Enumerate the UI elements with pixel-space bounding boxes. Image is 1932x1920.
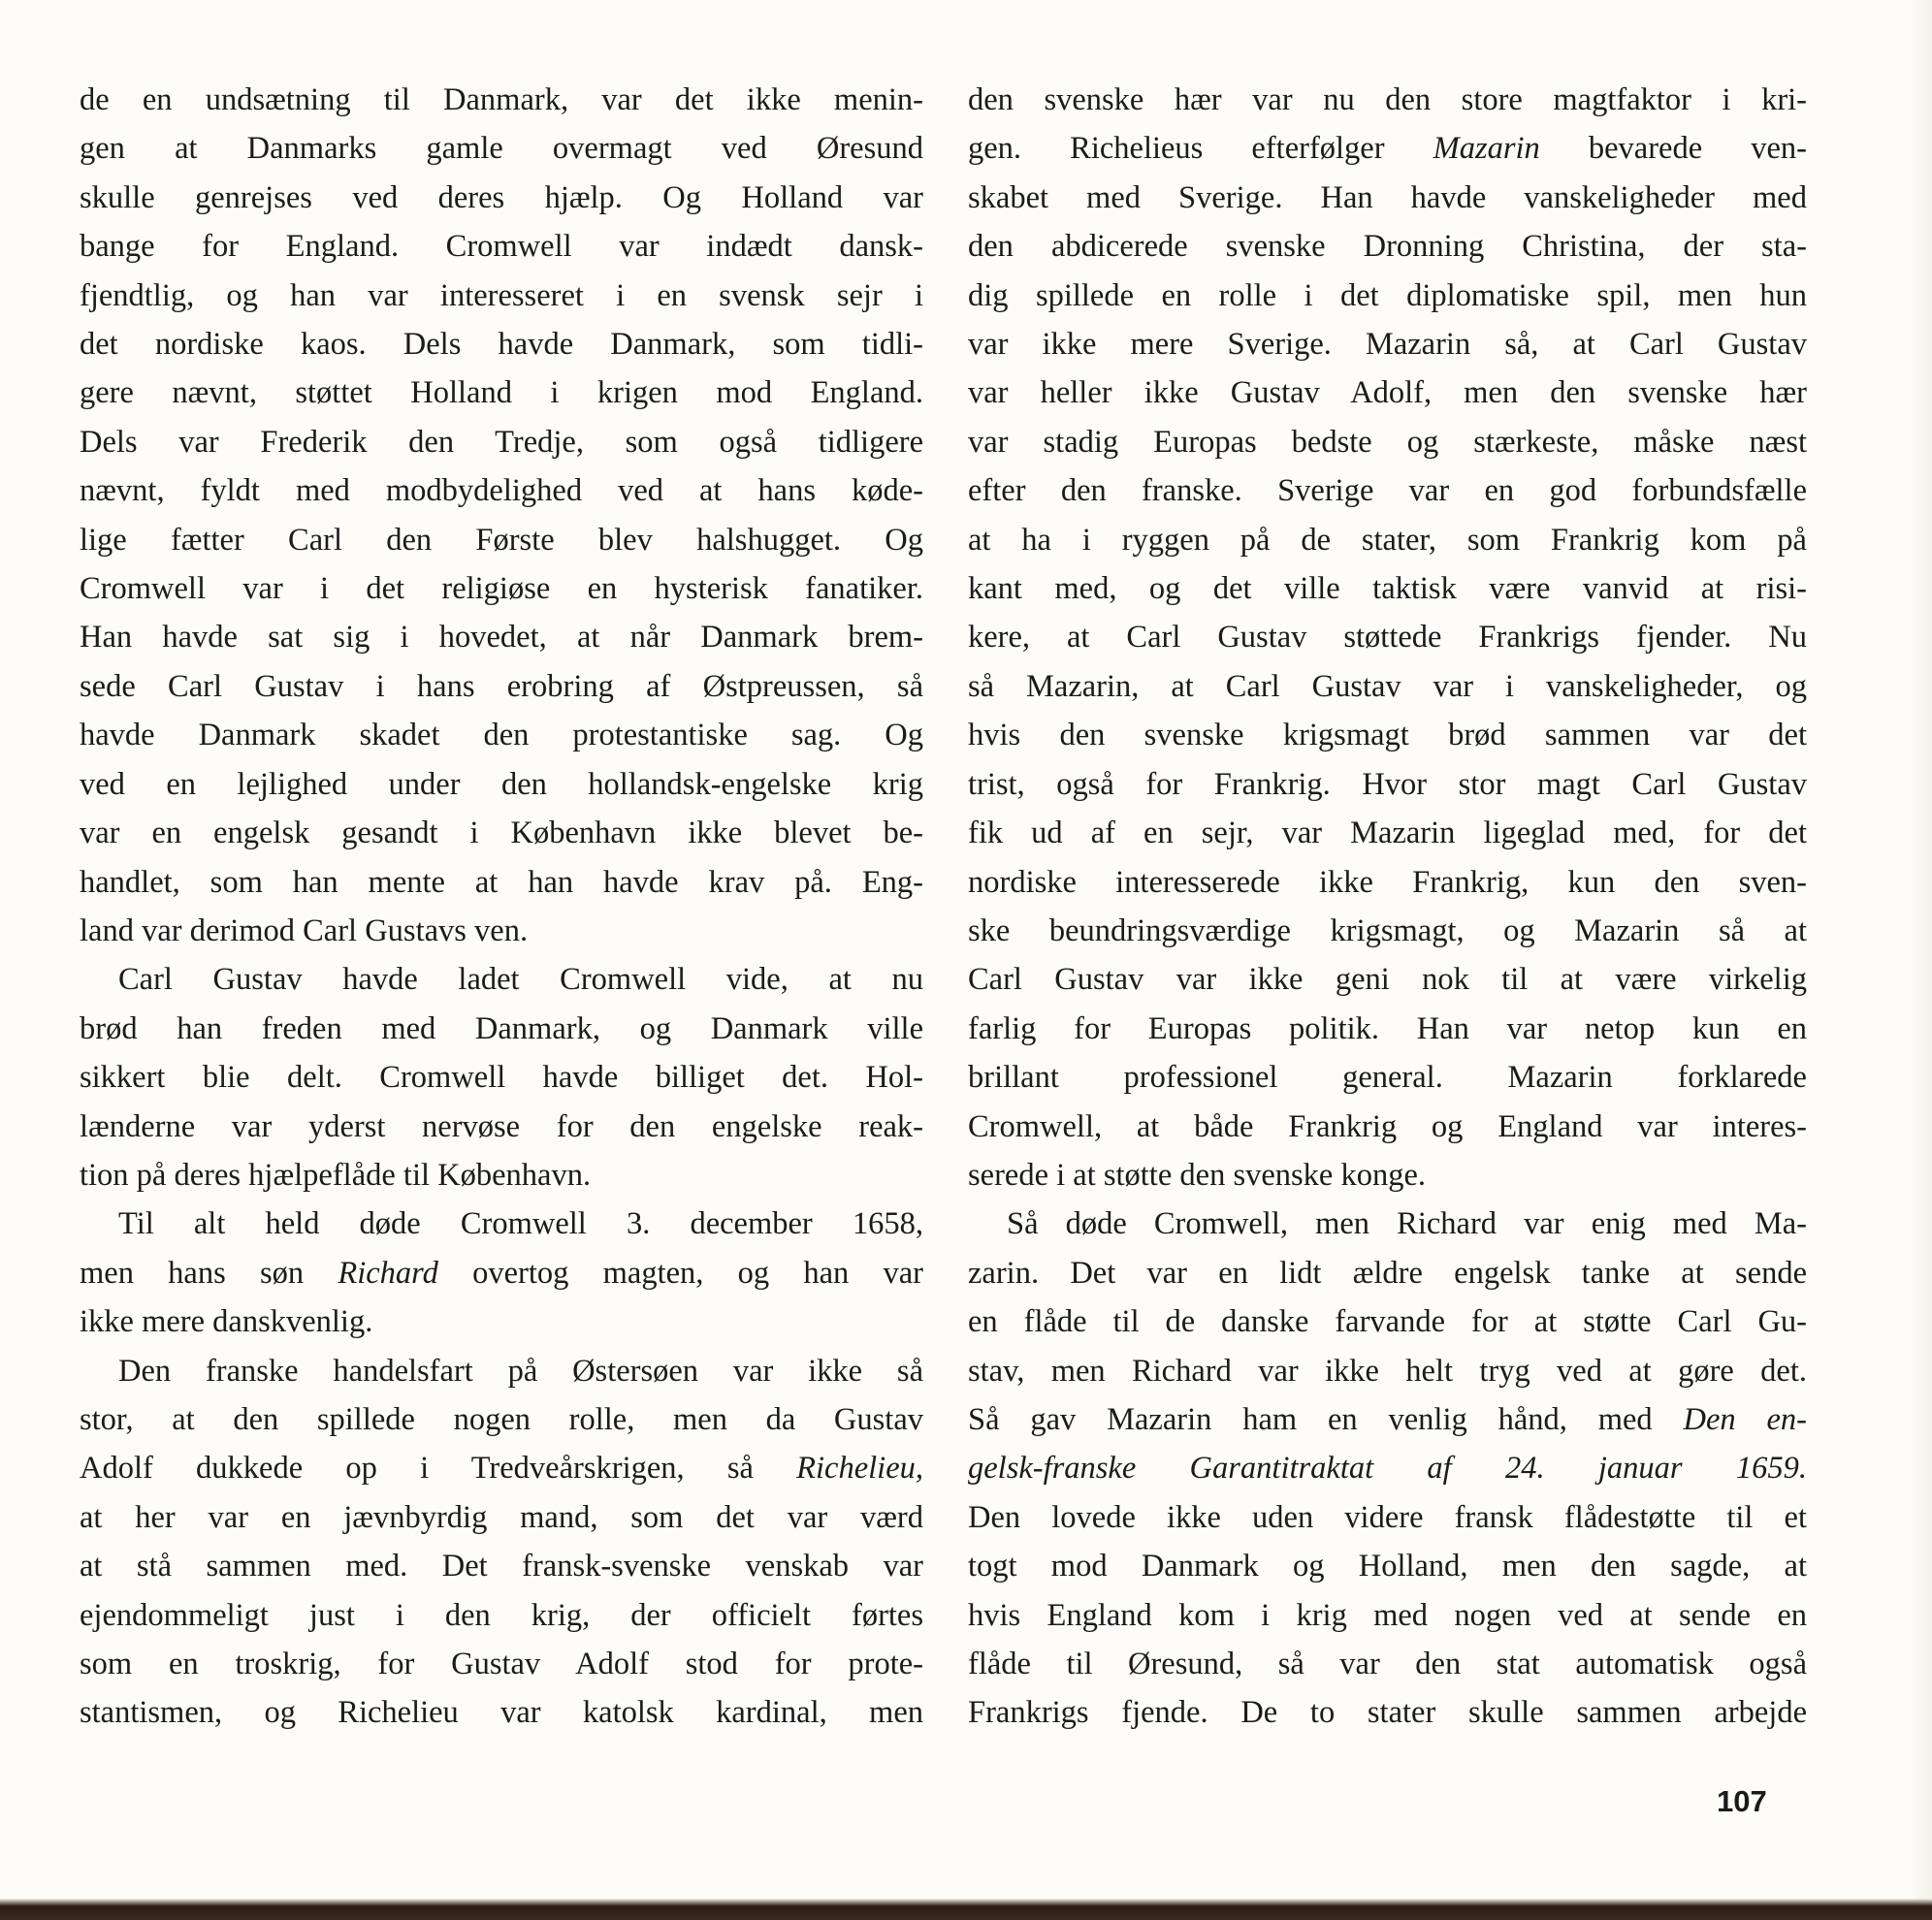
text-line: kant med, og det ville taktisk være vanvid at risi- — [968, 571, 1807, 607]
italic-title: gelsk-franske Garantitraktat af 24. januar 1659. — [968, 1451, 1807, 1487]
text-line: at ha i ryggen på de stater, som Frankrig kom på — [968, 522, 1807, 558]
text-line: ikke mere danskvenlig. — [80, 1304, 373, 1340]
text-line: at her var en jævnbyrdig mand, som det var værd — [80, 1499, 923, 1535]
text-run: gen. Richelieus efterfølger — [968, 131, 1433, 167]
text-run: Så gav Mazarin ham en venlig hånd, med — [968, 1401, 1684, 1437]
text-line: det nordiske kaos. Dels havde Danmark, som tidli- — [80, 327, 923, 363]
text-line: togt mod Danmark og Holland, men den sagde, at — [968, 1549, 1807, 1584]
text-line: Så døde Cromwell, men Richard var enig med Ma- — [1007, 1206, 1807, 1242]
text-line: skulle genrejses ved deres hjælp. Og Holland var — [80, 179, 923, 215]
text-line: Cromwell, at både Frankrig og England var interes- — [968, 1108, 1807, 1144]
text-line: brillant professionel general. Mazarin forklarede — [968, 1060, 1807, 1096]
text-line: Carl Gustav var ikke geni nok til at være virkelig — [968, 962, 1807, 998]
text-line: Den lovede ikke uden videre fransk flådestøtte til et — [968, 1499, 1807, 1535]
text-line: den abdicerede svenske Dronning Christina, der sta- — [968, 229, 1807, 265]
paragraph-1-right — [968, 76, 1807, 1200]
text-line: kere, at Carl Gustav støttede Frankrigs fjender. Nu — [968, 620, 1807, 656]
paragraph-2-right — [968, 1200, 1807, 1737]
text-run: bevarede ven- — [1539, 131, 1807, 167]
text-line: skabet med Sverige. Han havde vanskeligheder med — [968, 179, 1807, 215]
paragraph-3-left — [80, 1200, 923, 1346]
text-line: hvis den svenske krigsmagt brød sammen var det — [968, 718, 1807, 753]
left-column — [80, 76, 923, 1738]
page-edge-shadow — [1909, 0, 1932, 1920]
text-line: ved en lejlighed under den hollandsk-engelske krig — [80, 766, 923, 802]
text-line: Til alt held døde Cromwell 3. december 1658, — [118, 1206, 923, 1242]
text-line: farlig for Europas politik. Han var netop kun en — [968, 1010, 1807, 1046]
text-line: Den franske handelsfart på Østersøen var ikke så — [118, 1353, 923, 1389]
text-run: men hans søn — [80, 1255, 338, 1291]
text-line: bange for England. Cromwell var indædt dansk- — [80, 229, 923, 265]
text-line: trist, også for Frankrig. Hvor stor magt Carl Gustav — [968, 766, 1807, 802]
text-line: ejendommeligt just i den krig, der officielt førtes — [80, 1597, 923, 1633]
text-line: handlet, som han mente at han havde krav på. Eng- — [80, 864, 923, 900]
text-line: Carl Gustav havde ladet Cromwell vide, at nu — [118, 962, 923, 998]
text-line — [80, 1249, 923, 1297]
text-line: Cromwell var i det religiøse en hysterisk fanatiker. — [80, 571, 923, 607]
right-column — [968, 76, 1807, 1738]
text-line: stor, at den spillede nogen rolle, men da Gustav — [80, 1401, 923, 1437]
text-line: Frankrigs fjende. De to stater skulle sammen arbejde — [968, 1695, 1807, 1731]
text-line: brød han freden med Danmark, og Danmark ville — [80, 1010, 923, 1046]
text-line: efter den franske. Sverige var en god forbundsfælle — [968, 473, 1807, 509]
text-line: lænderne var yderst nervøse for den engelske reak- — [80, 1108, 923, 1144]
text-line — [968, 1395, 1807, 1444]
text-line: stav, men Richard var ikke helt tryg ved at gøre det. — [968, 1353, 1807, 1389]
text-line: gen at Danmarks gamle overmagt ved Øresund — [80, 131, 923, 167]
text-line: Dels var Frederik den Tredje, som også tidligere — [80, 424, 923, 460]
text-line — [968, 1444, 1807, 1492]
text-line: land var derimod Carl Gustavs ven. — [80, 912, 529, 948]
text-line: fjendtlig, og han var interesseret i en svensk sejr i — [80, 277, 923, 313]
text-line: ske beundringsværdige krigsmagt, og Mazarin så at — [968, 912, 1807, 948]
text-line: var heller ikke Gustav Adolf, men den svenske hær — [968, 375, 1807, 411]
text-line: som en troskrig, for Gustav Adolf stod for prote- — [80, 1647, 923, 1681]
paragraph-2-left — [80, 955, 923, 1200]
text-line: sede Carl Gustav i hans erobring af Østpreussen, så — [80, 668, 923, 704]
text-line: fik ud af en sejr, var Mazarin ligeglad med, for det — [968, 816, 1807, 851]
text-line: så Mazarin, at Carl Gustav var i vanskeligheder, og — [968, 668, 1807, 704]
text-line — [968, 124, 1807, 173]
text-line: at stå sammen med. Det fransk-svenske venskab var — [80, 1549, 923, 1584]
page-number: 107 — [1717, 1784, 1767, 1818]
text-line: nævnt, fyldt med modbydelighed ved at hans køde- — [80, 473, 923, 509]
italic-name: Richelieu, — [796, 1451, 923, 1487]
text-line: havde Danmark skadet den protestantiske sag. Og — [80, 718, 923, 753]
text-line: zarin. Det var en lidt ældre engelsk tanke at sende — [968, 1255, 1807, 1291]
text-line: var ikke mere Sverige. Mazarin så, at Carl Gustav — [968, 327, 1807, 363]
text-line — [80, 1444, 923, 1492]
text-run: overtog magten, og han var — [437, 1255, 924, 1291]
italic-name: Richard — [338, 1255, 438, 1291]
text-line: de en undsætning til Danmark, var det ikke menin- — [80, 82, 923, 117]
text-line: flåde til Øresund, så var den stat automatisk også — [968, 1647, 1807, 1681]
text-line: dig spillede en rolle i det diplomatiske spil, men hun — [968, 277, 1807, 313]
paragraph-4-left — [80, 1347, 923, 1738]
italic-name: Mazarin — [1433, 131, 1540, 167]
text-line: var en engelsk gesandt i København ikke blevet be- — [80, 816, 923, 851]
text-line: var stadig Europas bedste og stærkeste, måske næst — [968, 424, 1807, 460]
text-line: gere nævnt, støttet Holland i krigen mod England. — [80, 375, 923, 411]
text-run: Adolf dukkede op i Tredveårskrigen, så — [80, 1451, 797, 1487]
italic-title: Den en- — [1683, 1401, 1807, 1437]
text-line: nordiske interesserede ikke Frankrig, kun den sven- — [968, 864, 1807, 900]
text-line: den svenske hær var nu den store magtfaktor i kri- — [968, 82, 1807, 117]
text-line: serede i at støtte den svenske konge. — [968, 1157, 1427, 1193]
book-bottom-edge — [0, 1899, 1932, 1920]
text-line: tion på deres hjælpeflåde til København. — [80, 1157, 592, 1193]
text-line: Han havde sat sig i hovedet, at når Danmark brem- — [80, 620, 923, 656]
text-line: stantismen, og Richelieu var katolsk kardinal, men — [80, 1695, 923, 1731]
text-line: en flåde til de danske farvande for at støtte Carl Gu- — [968, 1304, 1807, 1340]
text-line: sikkert blie delt. Cromwell havde billiget det. Hol- — [80, 1060, 923, 1096]
text-line: lige fætter Carl den Første blev halshugget. Og — [80, 522, 923, 558]
text-line: hvis England kom i krig med nogen ved at sende en — [968, 1597, 1807, 1633]
paragraph-1-left — [80, 76, 923, 955]
